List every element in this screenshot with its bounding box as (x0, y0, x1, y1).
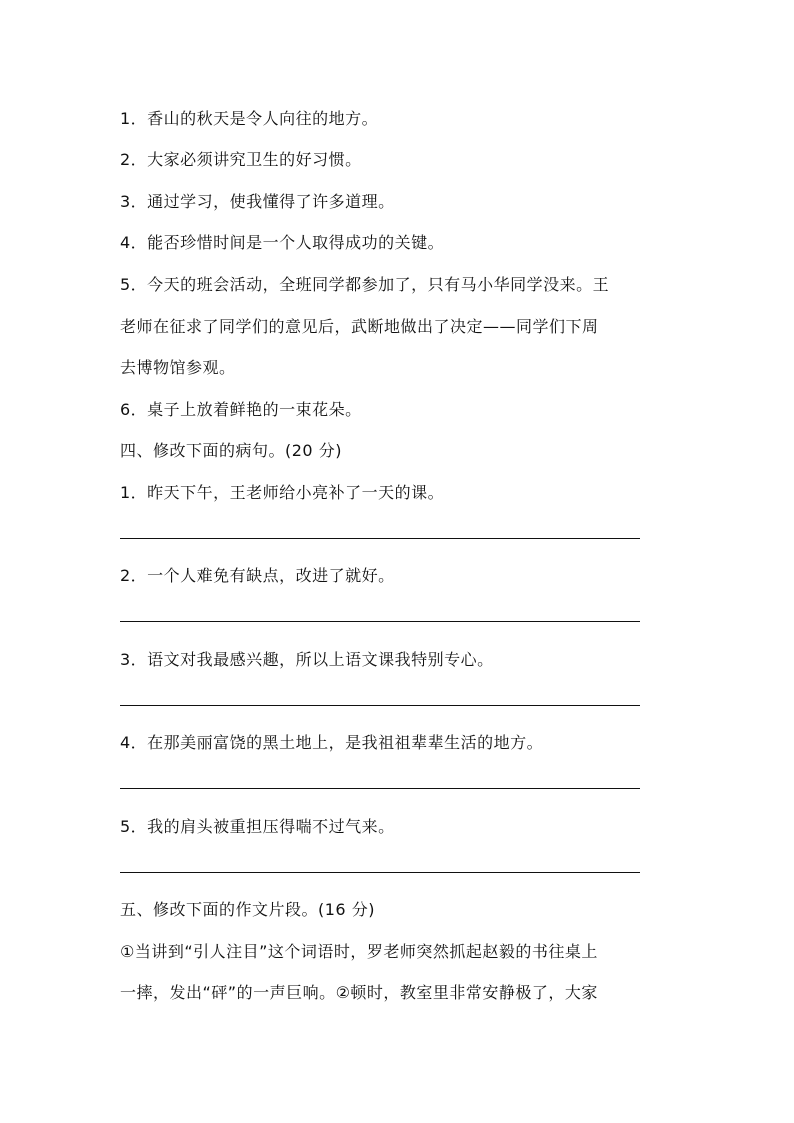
faulty-sentence-1: 1．昨天下午，王老师给小亮补了一天的课。 (120, 483, 445, 502)
sentence-1: 1．香山的秋天是令人向往的地方。 (120, 109, 379, 128)
section-5-heading: 五、修改下面的作文片段。(16 分) (120, 900, 375, 919)
section-4-heading: 四、修改下面的病句。(20 分) (120, 441, 342, 460)
answer-line-1[interactable] (120, 538, 640, 539)
essay-paragraph-line-1: ①当讲到“引人注目”这个词语时，罗老师突然抓起赵毅的书往桌上 (120, 942, 598, 961)
sentence-5-line-3: 去博物馆参观。 (120, 358, 236, 377)
answer-line-4[interactable] (120, 788, 640, 789)
answer-line-5[interactable] (120, 872, 640, 873)
sentence-2: 2．大家必须讲究卫生的好习惯。 (120, 150, 362, 169)
essay-paragraph-line-2: 一摔，发出“砰”的一声巨响。②顿时，教室里非常安静极了，大家 (120, 983, 598, 1002)
sentence-5-line-1: 5．今天的班会活动，全班同学都参加了，只有马小华同学没来。王 (120, 275, 610, 294)
sentence-4: 4．能否珍惜时间是一个人取得成功的关键。 (120, 233, 445, 252)
faulty-sentence-5: 5．我的肩头被重担压得喘不过气来。 (120, 817, 395, 836)
answer-line-2[interactable] (120, 621, 640, 622)
faulty-sentence-4: 4．在那美丽富饶的黑土地上，是我祖祖辈辈生活的地方。 (120, 733, 544, 752)
answer-line-3[interactable] (120, 705, 640, 706)
sentence-6: 6．桌子上放着鲜艳的一束花朵。 (120, 400, 362, 419)
sentence-5-line-2: 老师在征求了同学们的意见后，武断地做出了决定——同学们下周 (120, 317, 599, 336)
faulty-sentence-2: 2．一个人难免有缺点，改进了就好。 (120, 566, 395, 585)
faulty-sentence-3: 3．语文对我最感兴趣，所以上语文课我特别专心。 (120, 650, 494, 669)
sentence-3: 3．通过学习，使我懂得了许多道理。 (120, 192, 395, 211)
